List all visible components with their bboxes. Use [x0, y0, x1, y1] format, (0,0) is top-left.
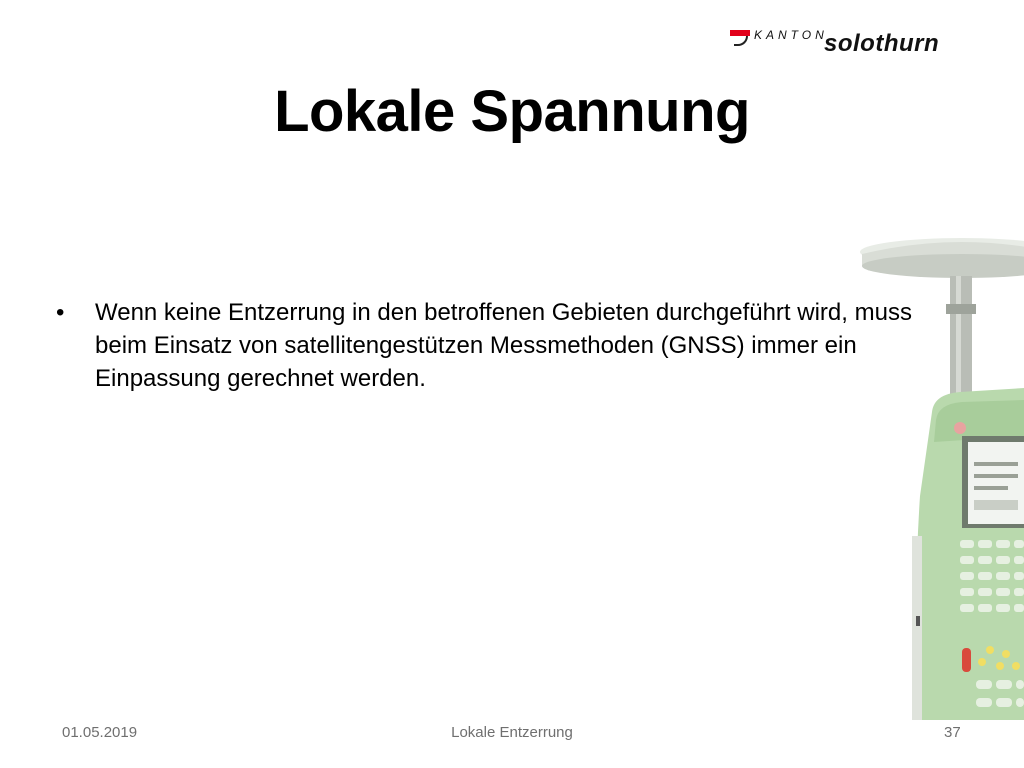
kanton-solothurn-logo — [728, 26, 978, 60]
footer-title: Lokale Entzerrung — [451, 724, 573, 741]
slide-title: Lokale Spannung — [274, 79, 750, 144]
bullet-icon: • — [56, 299, 65, 326]
bullet-text: Wenn keine Entzerrung in den betroffenen Gebieten durchgeführt wird, muss beim Einsatz von satellitengestützen Messmethoden (GNSS) immer ein Einpassung gerechnet werden. — [95, 299, 912, 392]
bullet-item — [52, 296, 922, 395]
bullet-list — [52, 296, 922, 395]
gnss-receiver-image — [850, 236, 1024, 720]
logo-solothurn-text: solothurn — [824, 30, 940, 57]
canton-flag-icon — [730, 30, 750, 41]
logo-kanton-text: KANTON — [754, 28, 828, 42]
footer-date: 01.05.2019 — [62, 724, 138, 741]
footer-page-number: 37 — [944, 724, 961, 741]
